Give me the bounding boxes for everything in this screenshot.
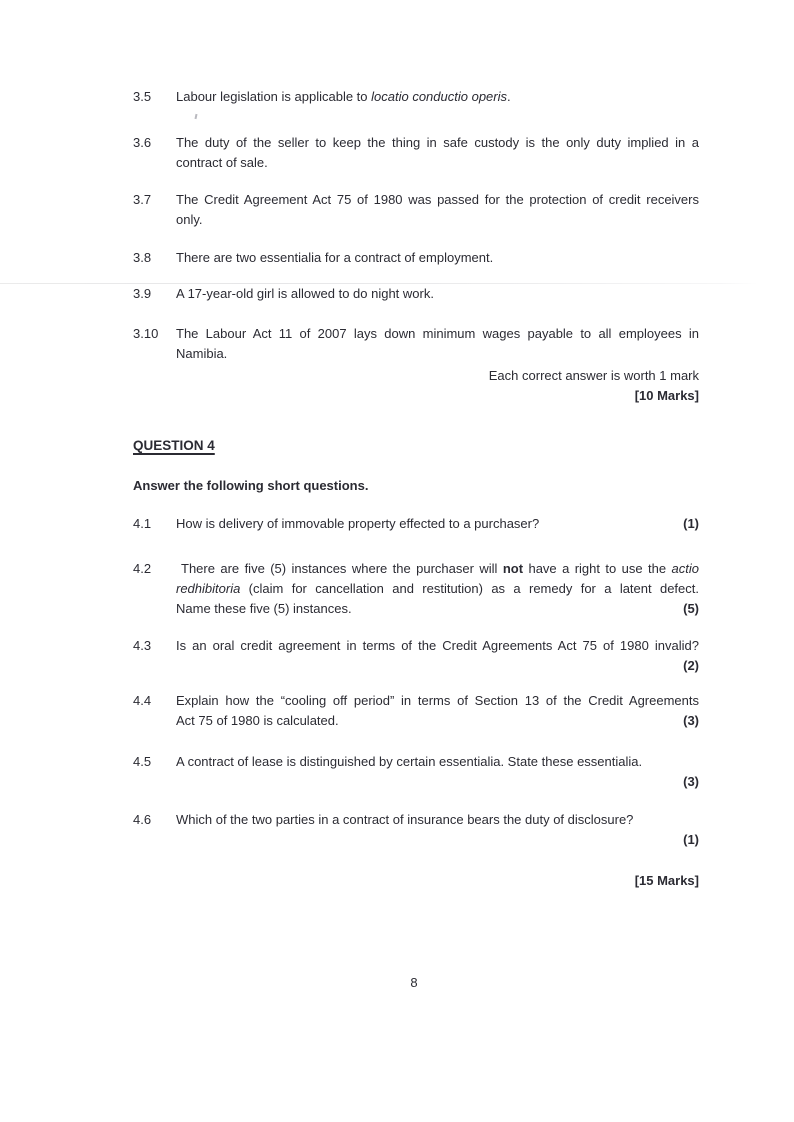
marks-allocation: (3) [683, 713, 699, 728]
marks-allocation: (5) [683, 601, 699, 616]
item-number: 3.10 [133, 326, 159, 341]
item-text-line: The Labour Act 11 of 2007 lays down minimum wages payable to all employees in [176, 326, 699, 341]
question-4-total-marks: [15 Marks] [634, 873, 699, 888]
question-4-6 [133, 810, 699, 850]
question-4-5 [133, 752, 699, 792]
item-text-line: Explain how the “cooling off period” in terms of Section 13 of the Credit Agreements [176, 693, 699, 708]
item-body [176, 752, 699, 792]
item-number: 4.2 [133, 561, 152, 576]
item-body [176, 133, 699, 173]
item-body [176, 324, 699, 364]
marks-line [176, 772, 699, 792]
section-3-total-marks: [10 Marks] [634, 388, 699, 403]
statement-3-8 [133, 248, 699, 268]
item-text-line: Namibia. [176, 346, 228, 361]
question-4-1 [133, 514, 699, 534]
statement-3-9 [133, 284, 699, 304]
statement-3-6 [133, 133, 699, 173]
item-text-line: The duty of the seller to keep the thing in safe custody is the only duty implied in a [176, 135, 699, 150]
marks-allocation: (1) [683, 516, 699, 531]
question-4-2 [133, 559, 699, 619]
item-number: 3.5 [133, 89, 152, 104]
item-text-line: Which of the two parties in a contract of insurance bears the duty of disclosure? [176, 812, 634, 827]
item-body [176, 636, 699, 676]
marks-line [176, 656, 699, 676]
item-text-line: Labour legislation is applicable to locatio conductio operis. [176, 89, 511, 104]
item-number: 3.9 [133, 286, 152, 301]
item-number: 4.1 [133, 516, 152, 531]
marks-allocation: (3) [683, 774, 699, 789]
item-number: 4.3 [133, 638, 152, 653]
item-text-line [176, 599, 699, 619]
item-text-line: A 17-year-old girl is allowed to do night work. [176, 286, 434, 301]
question-4-3 [133, 636, 699, 676]
question-4-instruction: Answer the following short questions. [133, 478, 369, 493]
item-body [176, 248, 699, 268]
item-text: Name these five (5) instances. [176, 601, 352, 616]
item-body [176, 190, 699, 230]
item-body [176, 810, 699, 850]
item-text: Act 75 of 1980 is calculated. [176, 713, 339, 728]
marks-allocation: (2) [683, 658, 699, 673]
marks-allocation: (1) [683, 832, 699, 847]
statement-3-7 [133, 190, 699, 230]
question-4-4 [133, 691, 699, 731]
page-content [133, 0, 699, 891]
statement-3-5 [133, 87, 699, 107]
item-text-line: redhibitoria (claim for cancellation and restitution) as a remedy for a latent defect. [176, 581, 699, 596]
item-text-line: Is an oral credit agreement in terms of the Credit Agreements Act 75 of 1980 invalid? [176, 638, 699, 653]
item-text-line [176, 711, 699, 731]
item-number: 4.5 [133, 754, 152, 769]
item-body [176, 87, 699, 107]
item-text-line: A contract of lease is distinguished by certain essentialia. State these essentialia. [176, 754, 643, 769]
item-text-line: only. [176, 212, 203, 227]
item-text-line: contract of sale. [176, 155, 268, 170]
item-text-line: The Credit Agreement Act 75 of 1980 was passed for the protection of credit receivers [176, 192, 699, 207]
item-body [176, 514, 699, 534]
question-4-heading: QUESTION 4 [133, 438, 215, 453]
statement-3-10 [133, 324, 699, 364]
item-number: 4.6 [133, 812, 152, 827]
marks-line [176, 830, 699, 850]
item-body [176, 559, 699, 619]
item-text-line: There are two essentialia for a contract of employment. [176, 250, 494, 265]
page-number: 8 [410, 975, 418, 990]
item-number: 3.6 [133, 135, 152, 150]
item-number: 4.4 [133, 693, 152, 708]
item-number: 3.7 [133, 192, 152, 207]
marks-note: Each correct answer is worth 1 mark [488, 368, 699, 383]
item-body [176, 284, 699, 304]
item-body [176, 691, 699, 731]
item-text: How is delivery of immovable property effected to a purchaser? [176, 516, 540, 531]
item-text-line: There are five (5) instances where the purchaser will not have a right to use the actio [181, 561, 699, 576]
item-text-line [176, 514, 699, 534]
item-number: 3.8 [133, 250, 152, 265]
